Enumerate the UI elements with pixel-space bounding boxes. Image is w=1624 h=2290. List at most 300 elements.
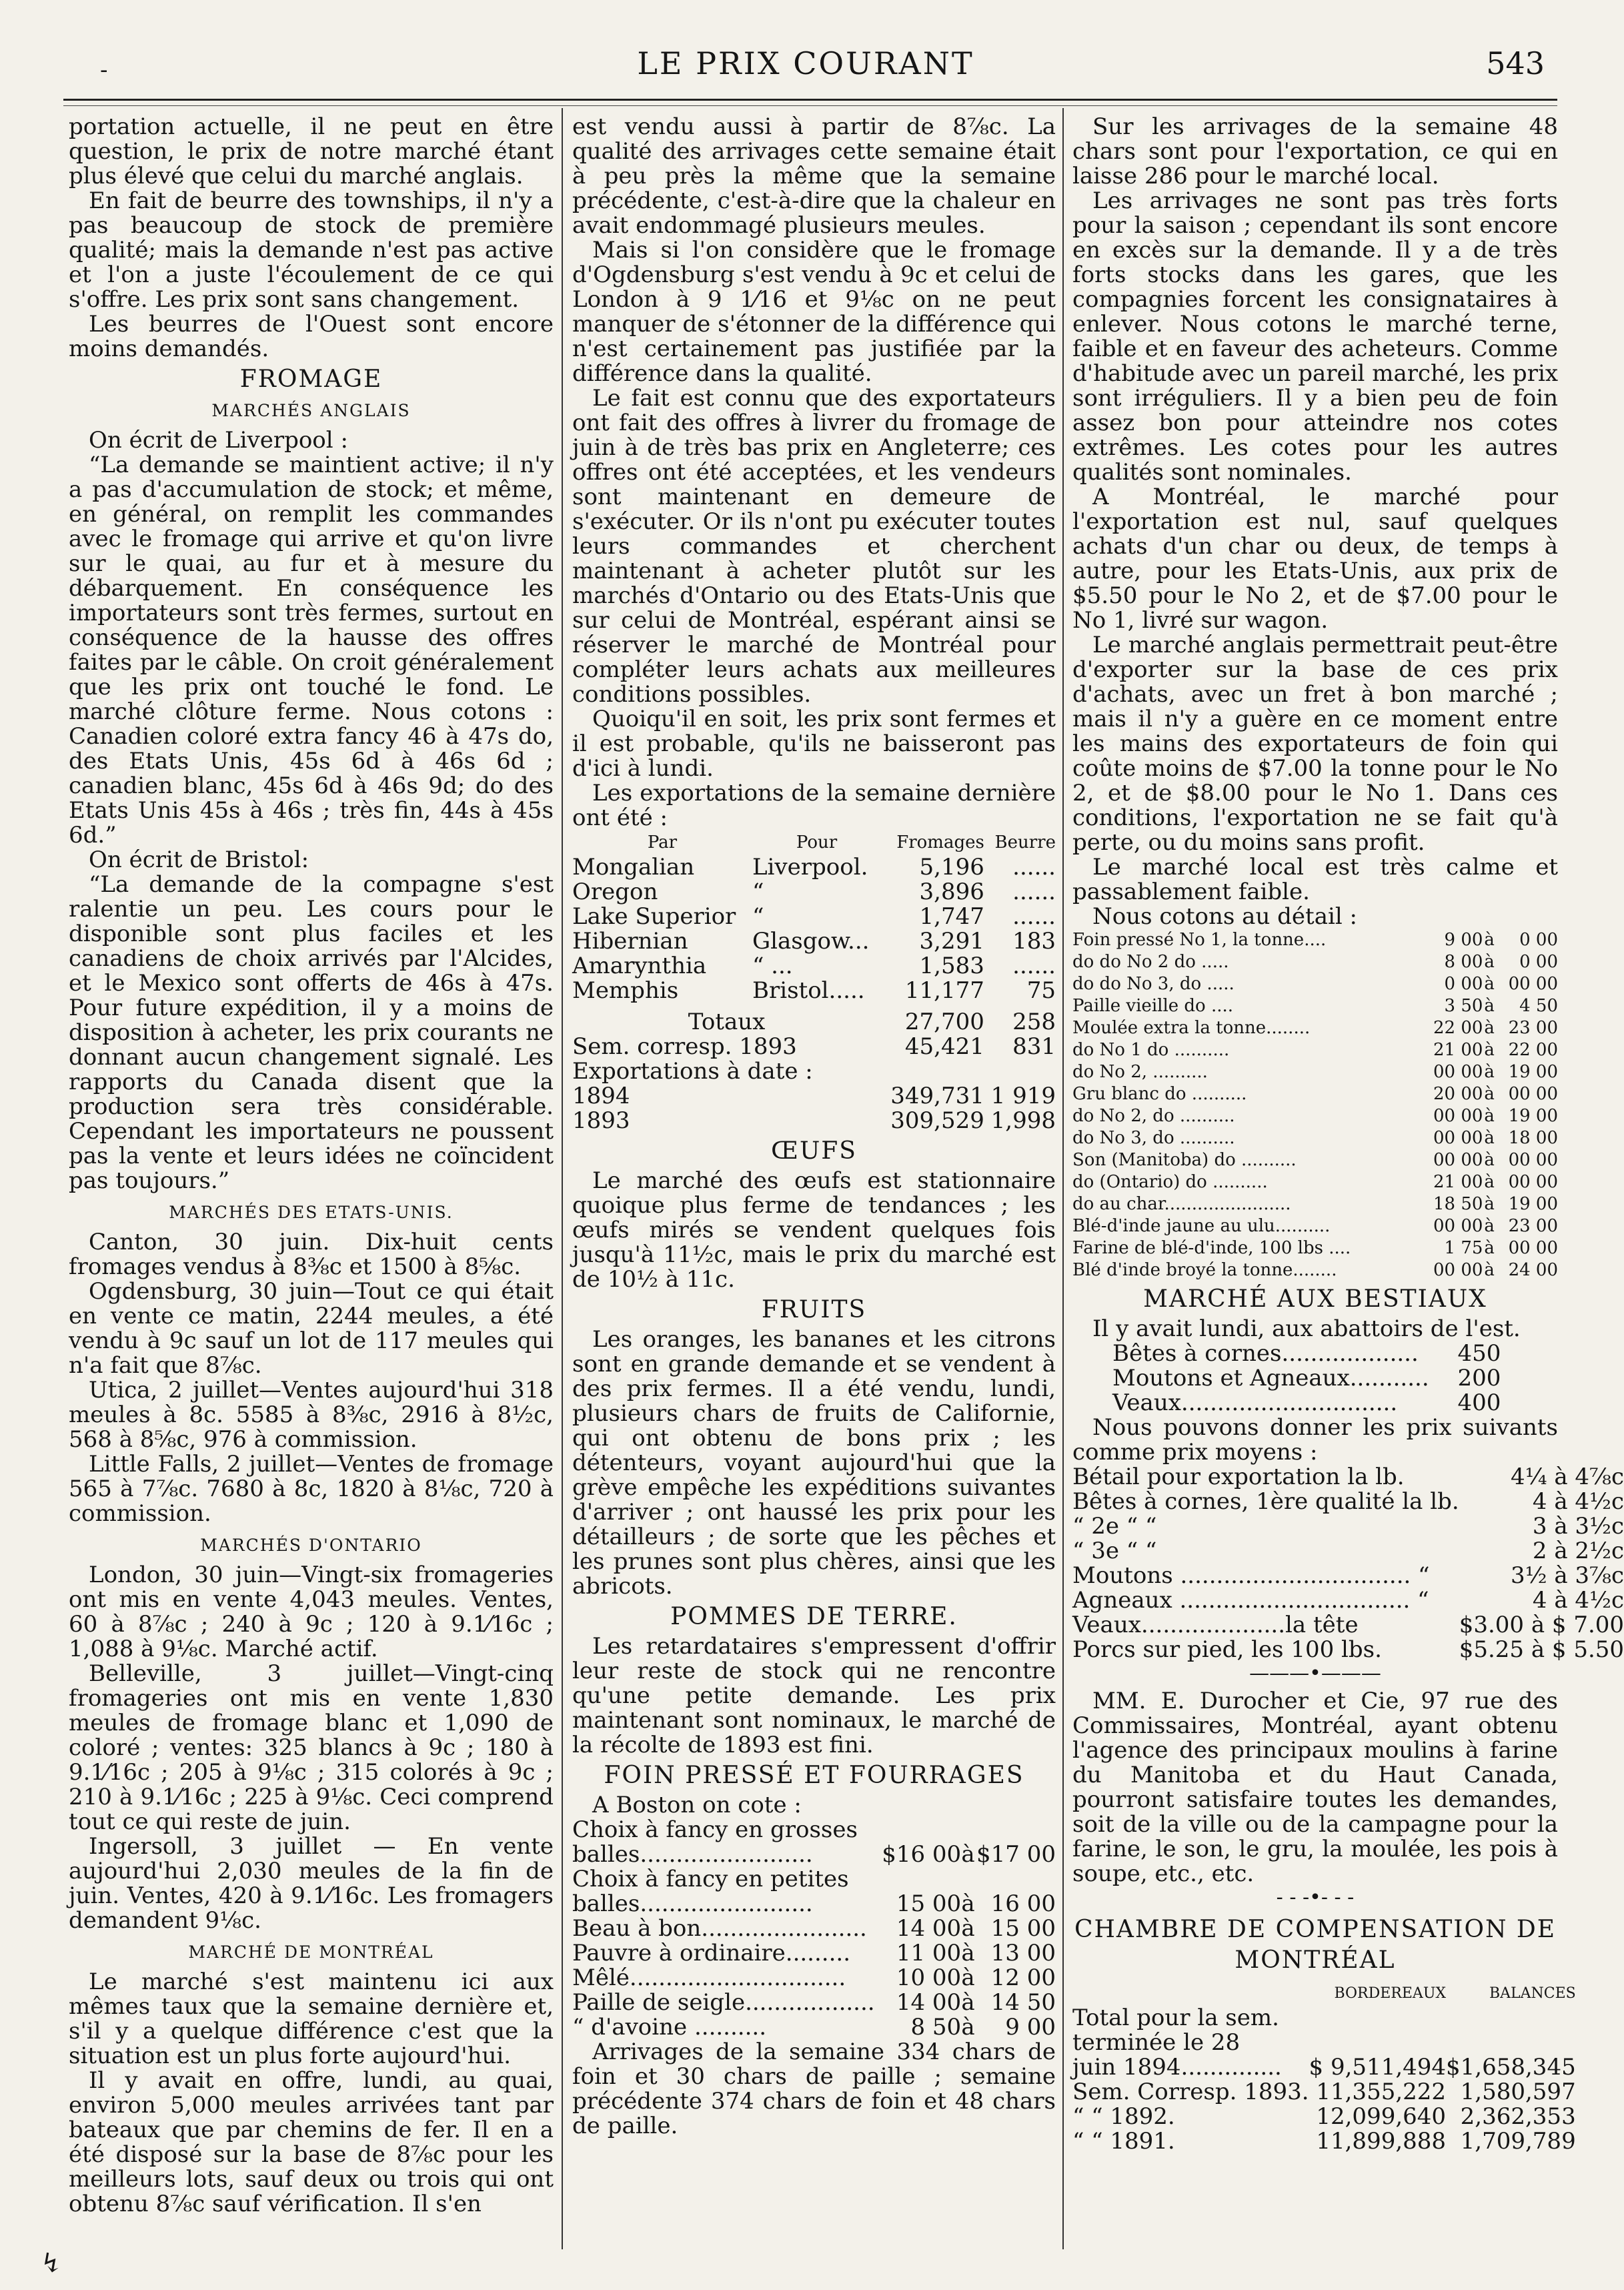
paragraph: Le marché des œufs est stationnaire quoique plus ferme de tendances ; les œufs mirés se vendent quelques fois jusqu'à 11½c, mais le prix du marché est de 10½ à 11c. <box>572 1167 1056 1293</box>
section-heading: FOIN PRESSÉ ET FOURRAGES <box>604 1762 1024 1789</box>
table-cell: 19 00 <box>1508 1062 1558 1082</box>
table-cell: 00 00 <box>1508 1150 1558 1170</box>
table-row <box>1072 1149 1558 1171</box>
paragraph: Mais si l'on considère que le fromage d'Ogdensburg s'est vendu à 9c et celui de London à 9 1⁄16 et 9⅛c on ne peut manquer de s'étonner de la différence qui n'est certainement pas justifiée par la différence dans la qualité. <box>572 237 1056 387</box>
table-cell: 831 <box>1012 1033 1056 1060</box>
average-prices-table <box>1072 1465 1624 1662</box>
table-cell: à <box>961 1940 975 1966</box>
table-row <box>572 1966 1056 1990</box>
table-row <box>572 855 1056 880</box>
paragraph: Little Falls, 2 juillet—Ventes de fromage 565 à 7⅞c. 7680 à 8c, 1820 à 8⅛c, 720 à commission. <box>69 1451 554 1527</box>
table-cell: 15 00 <box>990 1915 1056 1942</box>
table-cell: 00 00 <box>1508 1238 1558 1258</box>
table-cell: $ 9,511,494 <box>1309 2054 1447 2081</box>
table-cell: 15 00 <box>896 1890 962 1917</box>
section-heading: MARCHÉS D'ONTARIO <box>200 1536 422 1555</box>
table-cell: 27,700 <box>904 1009 984 1035</box>
table-cell: “ d'avoine .......... <box>572 2014 767 2041</box>
table-cell: à <box>1484 1216 1495 1236</box>
table-row <box>1112 1391 1501 1415</box>
paragraph: Nous cotons au détail : <box>1092 903 1357 930</box>
table-cell: 14 50 <box>990 1989 1056 2016</box>
retail-prices-table <box>1072 929 1558 1281</box>
table-cell: Moutons et Agneaux........... <box>1112 1365 1429 1391</box>
table-cell: 4 50 <box>1519 996 1558 1016</box>
table-cell: Moutons ................................ “ <box>1072 1562 1430 1589</box>
paragraph: Le marché local est très calme et passablement faible. <box>1072 854 1558 905</box>
exports-to-date-label: Exportations à date : <box>572 1058 813 1085</box>
table-cell: 18 50 <box>1433 1194 1483 1214</box>
table-cell: Mêlé.............................. <box>572 1964 846 1991</box>
table-cell <box>880 1818 961 1842</box>
table-cell: à <box>1484 1018 1495 1038</box>
table-cell: Gru blanc do .......... <box>1072 1084 1247 1104</box>
table-cell: Liverpool. <box>752 854 868 881</box>
table-row <box>1072 2031 1576 2055</box>
table-cell: 0 00 <box>1519 930 1558 950</box>
table-row <box>572 1892 1056 1916</box>
table-row <box>572 1059 1056 1084</box>
column-1 <box>69 115 554 2269</box>
table-row <box>572 979 1056 1003</box>
table-cell: Bêtes à cornes................... <box>1112 1340 1419 1367</box>
column-divider <box>562 108 563 2249</box>
totals-label: Totaux <box>688 1009 766 1035</box>
table-cell <box>1309 2006 1446 2031</box>
table-row <box>1072 1588 1624 1613</box>
header-rule <box>63 99 1557 101</box>
paragraph: Les beurres de l'Ouest sont encore moins demandés. <box>69 311 554 362</box>
table-cell: Bétail pour exportation la lb. <box>1072 1464 1405 1490</box>
table-cell: 21 00 <box>1433 1172 1483 1192</box>
table-cell: 1 919 <box>990 1083 1056 1109</box>
table-cell: “ “ 1891. <box>1072 2128 1175 2155</box>
table-cell: Lake Superior <box>572 903 736 930</box>
table-row <box>1072 1539 1624 1564</box>
table-row <box>1112 1366 1501 1391</box>
table-cell: Farine de blé-d'inde, 100 lbs .... <box>1072 1238 1351 1258</box>
table-row <box>1072 1193 1558 1215</box>
paragraph: Il y avait en offre, lundi, au quai, environ 5,000 meules arrivées tant par bateaux que par chemins de fer. Il en a été disposé sur la base de 8⅞c pour les meilleurs lots, sauf deux ou trois qui ont obtenu 8⅞c sauf vérification. Il s'en <box>69 2067 554 2217</box>
table-cell: $17 00 <box>976 1841 1056 1868</box>
table-cell: 4¼ à 4⅞c <box>1510 1464 1624 1490</box>
column-2-sections <box>572 1139 1056 1818</box>
table-cell: Moulée extra la tonne........ <box>1072 1018 1311 1038</box>
table-row <box>1072 1514 1624 1539</box>
paragraph: En fait de beurre des townships, il n'y a pas beaucoup de stock de première qualité; mais la demande n'est pas active et l'on a juste l'écoulement de ce qui s'offre. Les prix sont sans changement. <box>69 187 554 313</box>
paragraph: Il y avait lundi, aux abattoirs de l'est. <box>1092 1315 1521 1342</box>
table-cell: à <box>1484 1128 1495 1148</box>
table-row <box>572 1003 1056 1035</box>
corresp-label: Sem. corresp. 1893 <box>572 1033 797 1060</box>
table-cell: 19 00 <box>1508 1194 1558 1214</box>
average-prices-intro <box>1072 1415 1558 1465</box>
section-heading: MARCHÉ AUX BESTIAUX <box>1143 1285 1487 1313</box>
table-cell: Amarynthia <box>572 953 707 979</box>
header-rule-thin <box>63 105 1557 106</box>
table-cell: Veaux.............................. <box>1112 1389 1398 1416</box>
column-divider <box>1062 108 1064 2249</box>
table-cell: à <box>1484 930 1495 950</box>
table-row <box>1072 2055 1576 2080</box>
table-row <box>572 1842 1056 1867</box>
table-cell: Hibernian <box>572 928 688 955</box>
table-cell: 1 75 <box>1444 1238 1483 1258</box>
column-header: Fromages <box>896 832 984 852</box>
table-row <box>1072 1237 1558 1259</box>
table-row <box>572 1990 1056 2015</box>
table-cell: 45,421 <box>904 1033 984 1060</box>
table-cell: 200 <box>1457 1365 1501 1391</box>
livestock-counts-table <box>1112 1341 1501 1415</box>
column-2-arrivals <box>572 2040 1056 2139</box>
table-cell <box>975 1867 1056 1892</box>
table-cell: Son (Manitoba) do .......... <box>1072 1150 1297 1170</box>
table-cell: Pauvre à ordinaire......... <box>572 1940 851 1966</box>
table-cell: à <box>961 1915 975 1942</box>
table-cell: à <box>961 2014 975 2041</box>
table-row <box>1072 1127 1558 1149</box>
table-cell: 00 00 <box>1508 1172 1558 1192</box>
table-cell: 450 <box>1457 1340 1501 1367</box>
table-cell: “ ... <box>752 953 793 979</box>
table-cell: Veaux....................la tête <box>1072 1612 1359 1638</box>
table-row <box>1072 1105 1558 1127</box>
ornament-separator: - - -•- - - <box>1276 1886 1355 1909</box>
table-row <box>1072 1259 1558 1281</box>
table-cell: 0 00 <box>1444 974 1483 994</box>
table-row <box>572 1035 1056 1059</box>
table-cell: 1894 <box>572 1083 630 1109</box>
table-cell: 23 00 <box>1508 1216 1558 1236</box>
table-cell: Choix à fancy en petites <box>572 1866 849 1892</box>
table-cell: à <box>1484 1150 1495 1170</box>
table-cell: à <box>1484 1084 1495 1104</box>
table-cell: à <box>961 1964 975 1991</box>
table-row <box>572 1818 1056 1842</box>
section-heading: MARCHÉS DES ETATS-UNIS. <box>169 1203 454 1222</box>
section-heading: POMMES DE TERRE. <box>670 1603 958 1630</box>
table-row <box>572 1867 1056 1892</box>
table-cell: 309,529 <box>890 1107 984 1134</box>
table-cell: do No 2, .......... <box>1072 1062 1208 1082</box>
column-3-text <box>1072 115 1558 929</box>
table-row <box>572 905 1056 929</box>
paragraph: MM. E. Durocher et Cie, 97 rue des Commissaires, Montréal, ayant obtenu l'agence des principaux moulins à farine du Manitoba et du Haut Canada, pourront satisfaire toutes les demandes, soit de la ville ou de la campagne pour la farine, le son, le gru, la moulée, les pois à soupe, etc., etc. <box>1072 1688 1558 1887</box>
table-cell: Foin pressé No 1, la tonne.... <box>1072 930 1327 950</box>
table-cell: 00 00 <box>1433 1062 1483 1082</box>
section-heading: MARCHÉS ANGLAIS <box>211 401 411 420</box>
table-cell: 00 00 <box>1508 974 1558 994</box>
table-cell: à <box>1484 1172 1495 1192</box>
table-cell: 1,709,789 <box>1460 2128 1576 2155</box>
table-cell: 0 00 <box>1519 952 1558 972</box>
paragraph: Quoiqu'il en soit, les prix sont fermes et il est probable, qu'ils ne baisseront pas d'ici à lundi. <box>572 706 1056 782</box>
table-cell: Glasgow... <box>752 928 870 955</box>
section-heading: FRUITS <box>761 1296 867 1323</box>
table-cell <box>1446 2031 1576 2055</box>
table-cell: ...... <box>1012 903 1056 930</box>
paragraph: “La demande se maintient active; il n'y a pas d'accumulation de stock; et même, en général, on remplit les commandes avec le fromage qui arrive et qu'on livre sur le quai, au fur et à mesure du débarquement. En conséquence les importateurs sont très fermes, surtout en conséquence de la hausse des offres faites par le câble. On croit généralement que les prix ont touché le fond. Le marché clôture ferme. Nous cotons : Canadien coloré extra fancy 46 à 47s do, des Etats Unis, 45s 6d à 46s 6d ; canadien blanc, 45s 6d à 46s 9d; do des Etats Unis 45s à 46s ; très fin, 44s à 45s 6d.” <box>69 452 554 848</box>
exports-header-row <box>572 830 1056 855</box>
table-cell: 400 <box>1457 1389 1501 1416</box>
table-cell: 13 00 <box>990 1940 1056 1966</box>
paragraph: “La demande de la compagne s'est ralentie un peu. Les cours pour le disponible sont plus faciles et les canadiens de choix arrivés par l'Alcides, et le Mexico sont offerts de 46s à 47s. Pour future expédition, il y a moins de disposition à acheter, les prix courants ne donnant aucun changement signalé. Les rapports du Canada disent que la production sera très considérable. Cependant les importateurs ne poussent pas la vente et leurs idées ne coïncident pas toujours.” <box>69 871 554 1194</box>
table-row <box>1072 2129 1576 2154</box>
table-row <box>1072 929 1558 951</box>
exports-table <box>572 830 1056 1133</box>
table-row <box>1072 1638 1624 1662</box>
table-cell: do No 3, do .......... <box>1072 1128 1235 1148</box>
table-row <box>1072 1564 1624 1588</box>
table-cell: 1,998 <box>990 1107 1056 1134</box>
table-row <box>1072 2080 1576 2105</box>
table-row <box>1072 1215 1558 1237</box>
exports-body <box>572 855 1056 1133</box>
paragraph: Les arrivages ne sont pas très forts pour la saison ; cependant ils sont encore en excès sur la demande. Il y a de très forts stocks dans les gares, que les compagnies forcent les consignataires à enlever. Nous cotons le marché terne, faible et en faveur des acheteurs. Comme d'habitude avec un pareil marché, les prix sont irréguliers. Il y a bien peu de foin assez bon pour atteindre nos cotes extrêmes. Les cotes pour les autres qualités sont nominales. <box>1072 187 1558 486</box>
paragraph: London, 30 juin—Vingt-six fromageries ont mis en vente 4,043 meules. Ventes, 60 à 8⅞c ; 240 à 9c ; 120 à 9.1⁄16c ; 1,088 à 9⅛c. Marché actif. <box>69 1562 554 1662</box>
table-cell: 3,896 <box>919 879 984 905</box>
paragraph: Arrivages de la semaine 334 chars de foin et 30 chars de paille ; semaine précédente 374 chars de foin et 48 chars de paille. <box>572 2039 1056 2139</box>
table-cell: Total pour la sem. <box>1072 2005 1279 2031</box>
table-cell: Paille de seigle.................. <box>572 1989 875 2016</box>
table-cell: terminée le 28 <box>1072 2029 1241 2056</box>
table-cell: 14 00 <box>896 1989 962 2016</box>
table-cell: “ 3e “ “ <box>1072 1538 1157 1564</box>
page-number: 543 <box>1486 45 1545 81</box>
table-cell: 00 00 <box>1433 1150 1483 1170</box>
table-cell: 10 00 <box>896 1964 962 1991</box>
paragraph: Utica, 2 juillet—Ventes aujourd'hui 318 meules à 8c. 5585 à 8⅜c, 2916 à 8½c, 568 à 8⅝c, 976 à commission. <box>69 1377 554 1453</box>
paragraph: On écrit de Liverpool : <box>89 427 348 454</box>
table-cell: 00 00 <box>1508 1084 1558 1104</box>
table-row <box>1072 1039 1558 1061</box>
table-cell: Sem. Corresp. 1893. <box>1072 2079 1309 2105</box>
table-cell: 2,362,353 <box>1460 2103 1576 2130</box>
table-cell: ...... <box>1012 854 1056 881</box>
table-row <box>572 880 1056 905</box>
table-cell: 11,899,888 <box>1316 2128 1447 2155</box>
table-cell: Mongalian <box>572 854 695 881</box>
paragraph: Belleville, 3 juillet—Vingt-cinq fromageries ont mis en vente 1,830 meules de fromage blanc et 1,090 de coloré ; ventes: 325 blancs à 9c ; 180 à 9.1⁄16c ; 205 à 9⅛c ; 315 colorés à 9c ; 210 à 9.1⁄16c ; 225 à 9⅛c. Ceci comprend tout ce qui reste de juin. <box>69 1660 554 1835</box>
table-row <box>572 1084 1056 1109</box>
table-cell: 00 00 <box>1433 1128 1483 1148</box>
table-cell: Memphis <box>572 977 679 1004</box>
paragraph: portation actuelle, il ne peut en être question, le prix de notre marché étant plus élevé que celui du marché anglais. <box>69 113 554 189</box>
paragraph: Sur les arrivages de la semaine 48 chars sont pour l'exportation, ce qui en laisse 286 pour le marché local. <box>1072 113 1558 189</box>
table-cell: 8 50 <box>910 2014 962 2041</box>
table-cell: Paille vieille do .... <box>1072 996 1234 1016</box>
column-header: BORDEREAUX <box>1334 1985 1447 2002</box>
paragraph: Canton, 30 juin. Dix-huit cents fromages vendus à 8⅜c et 1500 à 8⅝c. <box>69 1229 554 1280</box>
table-cell <box>961 1867 975 1892</box>
ornament-separator: ———•——— <box>1249 1662 1381 1685</box>
clearing-house-title: CHAMBRE DE COMPENSATION DE MONTRÉAL <box>1074 1916 1557 1974</box>
table-cell: do (Ontario) do .......... <box>1072 1172 1268 1192</box>
column-header <box>1072 1981 1309 2006</box>
paragraph: Le marché anglais permettrait peut-être d'exporter sur la base de ces prix d'achats, avec un fret à bon marché ; mais il n'y a guère en ce moment entre les mains des exportateurs de foin qui coûte moins de $7.00 la tonne pour le No 2, et de $8.00 pour le No 1. Dans ces conditions, l'exportation ne se fait qu'à perte, ou du moins sans profit. <box>1072 632 1558 856</box>
table-cell <box>1446 2006 1576 2031</box>
table-cell: 9 00 <box>1005 2014 1056 2041</box>
table-cell: 1893 <box>572 1107 630 1134</box>
table-cell: à <box>1484 1106 1495 1126</box>
table-cell: 00 00 <box>1433 1216 1483 1236</box>
table-row <box>572 1109 1056 1133</box>
table-row <box>1072 1061 1558 1083</box>
paragraph: A Boston on cote : <box>592 1792 802 1818</box>
table-cell: 14 00 <box>896 1915 962 1942</box>
paragraph: Les oranges, les bananes et les citrons sont en grande demande et se vendent à des prix fermes. Il a été vendu, lundi, plusieurs chars de fruits de Californie, qui ont obtenu de bons prix ; les détenteurs, voyant aujourd'hui que la grève empêche les expéditions suivantes d'arriver ; ont haussé les prix pour les détailleurs ; de sorte que les pêches et les prunes sont plus chères, ainsi que les abricots. <box>572 1326 1056 1600</box>
table-cell: “ <box>752 903 764 930</box>
table-cell: 2 à 2½c <box>1532 1538 1624 1564</box>
table-cell: 18 00 <box>1508 1128 1558 1148</box>
table-cell: 258 <box>1012 1009 1056 1035</box>
table-cell: à <box>1484 1194 1495 1214</box>
table-cell: Bristol..... <box>752 977 865 1004</box>
table-cell: à <box>961 1841 975 1868</box>
table-cell: 22 00 <box>1508 1040 1558 1060</box>
table-row <box>1072 1613 1624 1638</box>
table-cell: Bêtes à cornes, 1ère qualité la lb. <box>1072 1488 1459 1515</box>
table-cell: 12 00 <box>990 1964 1056 1991</box>
table-row <box>1072 2105 1576 2129</box>
table-cell: à <box>1484 996 1495 1016</box>
table-cell: à <box>1484 1040 1495 1060</box>
table-row <box>1112 1341 1501 1366</box>
table-cell: 4 à 4½c <box>1532 1488 1624 1515</box>
table-cell: do do No 2 do ..... <box>1072 952 1229 972</box>
table-cell: 8 00 <box>1444 952 1483 972</box>
table-cell: $1,658,345 <box>1446 2054 1576 2081</box>
table-cell: 12,099,640 <box>1316 2103 1447 2130</box>
table-cell: 11 00 <box>896 1940 962 1966</box>
table-cell: à <box>1484 974 1495 994</box>
paragraph: est vendu aussi à partir de 8⅞c. La qualité des arrivages cette semaine était à peu près la même que la semaine précédente, c'est-à-dire que la chaleur en avait endommagé plusieurs meules. <box>572 113 1056 239</box>
table-cell: 3 à 3½c <box>1532 1513 1624 1540</box>
column-2-text <box>572 115 1056 830</box>
paragraph: Nous pouvons donner les prix suivants comme prix moyens : <box>1072 1414 1558 1466</box>
column-1-text <box>69 115 554 2217</box>
table-cell: 22 00 <box>1433 1018 1483 1038</box>
table-cell: do No 1 do .......... <box>1072 1040 1230 1060</box>
clearing-house-table <box>1072 1981 1576 2154</box>
table-cell <box>1309 2031 1446 2055</box>
table-cell: 24 00 <box>1508 1260 1558 1280</box>
table-cell: 1,583 <box>919 953 984 979</box>
table-cell: 00 00 <box>1433 1106 1483 1126</box>
table-cell: à <box>961 1890 975 1917</box>
table-cell: 3,291 <box>919 928 984 955</box>
table-cell: 11,355,222 <box>1316 2079 1447 2105</box>
table-cell: à <box>961 1989 975 2016</box>
table-cell: ...... <box>1012 953 1056 979</box>
table-cell: 16 00 <box>990 1890 1056 1917</box>
table-row <box>1072 973 1558 995</box>
table-cell: do do No 3, do ..... <box>1072 974 1235 994</box>
table-cell: 349,731 <box>890 1083 984 1109</box>
table-row <box>572 1941 1056 1966</box>
page-title: LE PRIX COURANT <box>637 45 974 81</box>
paragraph: Ingersoll, 3 juillet — En vente aujourd'hui 2,030 meules de la fin de juin. Ventes, 420 à 9.1⁄16c. Les fromagers demandent 9⅛c. <box>69 1833 554 1934</box>
table-cell: ...... <box>1012 879 1056 905</box>
table-cell: 5,196 <box>919 854 984 881</box>
column-3 <box>1072 113 1624 2269</box>
table-cell: 21 00 <box>1433 1040 1483 1060</box>
table-cell: balles........................ <box>572 1890 813 1917</box>
table-cell <box>961 1818 975 1842</box>
table-cell: 4 à 4½c <box>1532 1587 1624 1614</box>
table-row <box>572 954 1056 979</box>
table-cell: 1,580,597 <box>1460 2079 1576 2105</box>
header-dash: - <box>100 57 108 83</box>
table-cell: $5.25 à $ 5.50 <box>1459 1636 1624 1663</box>
paragraph: Le marché s'est maintenu ici aux mêmes taux que la semaine dernière et, s'il y a quelque différence c'est que la situation est un plus forte aujourd'hui. <box>69 1968 554 2069</box>
column-header: Beurre <box>994 832 1056 852</box>
table-cell: 00 00 <box>1433 1260 1483 1280</box>
table-cell: 1,747 <box>919 903 984 930</box>
table-cell: 9 00 <box>1444 930 1483 950</box>
section-heading: ŒUFS <box>771 1137 857 1165</box>
table-cell: 183 <box>1012 928 1056 955</box>
table-row <box>1072 1465 1624 1490</box>
advertisement <box>1072 1689 1558 1886</box>
table-cell: balles........................ <box>572 1841 813 1868</box>
table-row <box>1072 951 1558 973</box>
table-cell: $3.00 à $ 7.00 <box>1459 1612 1624 1638</box>
table-cell: 11,177 <box>904 977 984 1004</box>
table-cell <box>975 1818 1056 1842</box>
table-row <box>1072 2006 1576 2031</box>
table-cell: Porcs sur pied, les 100 lbs. <box>1072 1636 1382 1663</box>
paragraph: Les exportations de la semaine dernière ont été : <box>572 780 1056 831</box>
table-cell: do No 2, do .......... <box>1072 1106 1235 1126</box>
paragraph: Les retardataires s'empressent d'offrir leur reste de stock qui ne rencontre qu'une petite demande. Les prix maintenant sont nominaux, le marché de la récolte de 1893 est fini. <box>572 1633 1056 1758</box>
section-heading: FROMAGE <box>239 366 383 393</box>
table-cell: Agneaux ................................ “ <box>1072 1587 1429 1614</box>
table-cell: 3½ à 3⅞c <box>1510 1562 1624 1589</box>
table-cell: à <box>1484 952 1495 972</box>
table-row <box>572 929 1056 954</box>
table-row <box>1072 1171 1558 1193</box>
table-cell: à <box>1484 1260 1495 1280</box>
column-header: Par <box>647 832 678 852</box>
table-cell: à <box>1484 1238 1495 1258</box>
column-2 <box>572 115 1056 2269</box>
table-cell: “ <box>752 879 764 905</box>
table-row <box>1072 1083 1558 1105</box>
table-cell: “ “ 1892. <box>1072 2103 1175 2130</box>
table-cell: Oregon <box>572 879 658 905</box>
paragraph: Ogdensburg, 30 juin—Tout ce qui était en vente ce matin, 2244 meules, a été vendu à 9c sauf un lot de 117 meules qui n'a fait que 8⅞c. <box>69 1278 554 1379</box>
table-row <box>1072 995 1558 1017</box>
table-cell: juin 1894.............. <box>1072 2054 1282 2081</box>
table-row <box>572 1916 1056 1941</box>
paragraph: Le fait est connu que des exportateurs ont fait des offres à livrer du fromage de juin à de très bas prix en Angleterre; ces offres ont été acceptées, et les vendeurs sont maintenant en demeure de s'exécuter. Or ils n'ont pu exécuter toutes leurs commandes et cherchent maintenant à acheter plutôt sur les marchés d'Ontario ou des Etats-Unis que sur celui de Montréal, espérant ainsi se réserver le marché de Montréal pour compléter leurs achats aux meilleures conditions possibles. <box>572 385 1056 708</box>
table-cell: 3 50 <box>1444 996 1483 1016</box>
table-cell <box>880 1867 961 1892</box>
table-row <box>572 2015 1056 2040</box>
table-cell: 75 <box>1026 977 1056 1004</box>
table-cell: 23 00 <box>1508 1018 1558 1038</box>
table-cell: $16 00 <box>882 1841 962 1868</box>
table-cell: Choix à fancy en grosses <box>572 1816 858 1843</box>
hay-prices-table <box>572 1818 1056 2040</box>
table-row <box>1072 1017 1558 1039</box>
table-cell: “ 2e “ “ <box>1072 1513 1157 1540</box>
table-cell: do au char....................... <box>1072 1194 1291 1214</box>
livestock-section <box>1072 1287 1558 1341</box>
paragraph: On écrit de Bristol: <box>89 846 309 873</box>
